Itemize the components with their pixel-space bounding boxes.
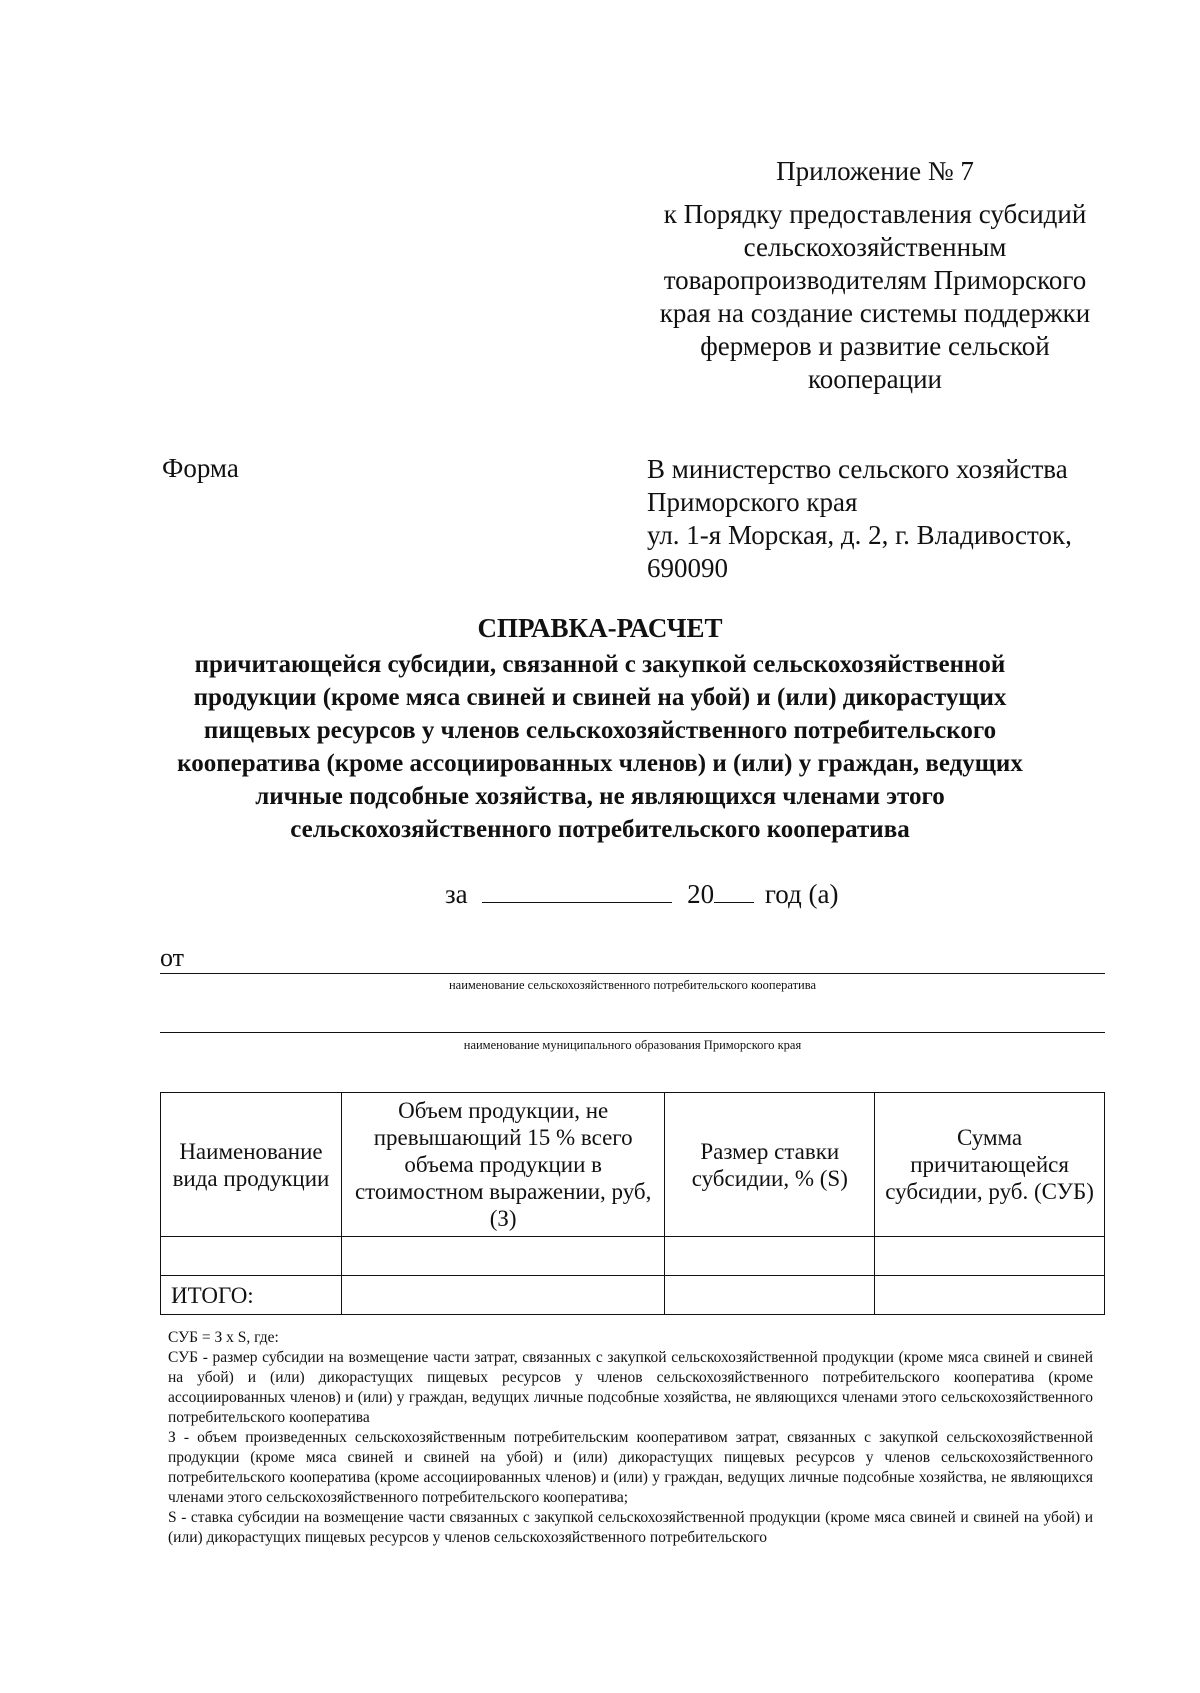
table-cell[interactable]	[341, 1276, 665, 1315]
header-subsidy-rate: Размер ставки субсидии, % (S)	[665, 1093, 875, 1237]
table-cell[interactable]	[875, 1237, 1105, 1276]
document-title: СПРАВКА-РАСЧЕТ	[477, 613, 723, 643]
from-label: от	[160, 943, 185, 972]
z-definition: З - объем произведенных сельскохозяйственным потребительским кооперативом затрат, связанных с закупкой сельскохозяйственной продукции (кроме мяса свиней и свиней на убой) и (или) дикорастущих пищевых ресурсов у членов сельскохозяйственного потребительского кооператива (кроме ассоциированных членов) и (или) у граждан, ведущих личные подсобные хозяйства, не являющихся членами этого сельскохозяйственного потребительского кооператива;	[168, 1429, 1093, 1506]
recipient-line-1: В министерство сельского хозяйства	[647, 454, 1068, 484]
s-definition: S - ставка субсидии на возмещение части связанных с закупкой сельскохозяйственной продукции (кроме мяса свиней и свиней на убой) и (или) дикорастущих пищевых ресурсов у членов сельскохозяйственного потребительского	[168, 1509, 1093, 1546]
form-label: Форма	[162, 453, 239, 483]
header-product-volume: Объем продукции, не превышающий 15 % всего объема продукции в стоимостном выражении, руб, (З)	[341, 1093, 665, 1237]
appendix-title: Приложение № 7	[776, 156, 974, 186]
recipient-line-4: 690090	[647, 553, 728, 583]
period-year-prefix: 20	[687, 879, 715, 909]
document-subtitle: причитающейся субсидии, связанной с закупкой сельскохозяйственной продукции (кроме мяса свиней и свиней на убой) и (или) дикорастущих пищевых ресурсов у членов сельскохозяйственного потребительского кооператива (кроме ассоциированных членов) и (или) у граждан, ведущих личные подсобные хозяйства, не являющихся членами этого сельскохозяйственного потребительского кооператива	[177, 651, 1023, 843]
recipient-line-2: Приморского края	[647, 487, 858, 517]
coop-name-line	[160, 973, 1105, 974]
total-label: ИТОГО:	[161, 1276, 342, 1315]
table-cell[interactable]	[665, 1276, 875, 1315]
table-cell[interactable]	[161, 1237, 342, 1276]
total-row	[161, 1276, 1105, 1315]
formula-notes	[168, 1328, 1093, 1548]
header-product-type: Наименование вида продукции	[161, 1093, 342, 1237]
table-row	[161, 1237, 1105, 1276]
year-blank-field[interactable]	[714, 878, 754, 903]
recipient-address	[647, 453, 1117, 585]
from-field[interactable]	[160, 943, 1105, 973]
sub-definition: СУБ - размер субсидии на возмещение части затрат, связанных с закупкой сельскохозяйственной продукции (кроме мяса свиней и свиней на убой) и (или) дикорастущих пищевых ресурсов у членов сельскохозяйственного потребительского кооператива (кроме ассоциированных членов) и (или) у граждан, ведущих личные подсобные хозяйства, не являющихся членами этого сельскохозяйственного потребительского кооператива	[168, 1349, 1093, 1426]
subsidy-calculation-table	[160, 1092, 1105, 1315]
table-header-row	[161, 1093, 1105, 1237]
appendix-text: к Порядку предоставления субсидий сельскохозяйственным товаропроизводителям Приморского края на создание системы поддержки фермеров и развитие сельской кооперации	[659, 199, 1091, 394]
table-cell[interactable]	[875, 1276, 1105, 1315]
table-cell[interactable]	[341, 1237, 665, 1276]
appendix-block	[640, 155, 1110, 396]
header-subsidy-sum: Сумма причитающейся субсидии, руб. (СУБ)	[875, 1093, 1105, 1237]
recipient-line-3: ул. 1-я Морская, д. 2, г. Владивосток,	[647, 520, 1072, 550]
period-prefix: за	[445, 879, 468, 909]
municipal-name-caption: наименование муниципального образования Приморского края	[463, 1038, 802, 1052]
table-cell[interactable]	[665, 1237, 875, 1276]
municipal-name-line[interactable]	[160, 1032, 1105, 1033]
coop-name-caption: наименование сельскохозяйственного потребительского кооператива	[448, 978, 817, 992]
period-line	[445, 878, 838, 910]
formula: СУБ = З x S, где:	[168, 1329, 279, 1346]
period-suffix: год (а)	[764, 879, 839, 909]
period-blank-field[interactable]	[482, 878, 672, 903]
